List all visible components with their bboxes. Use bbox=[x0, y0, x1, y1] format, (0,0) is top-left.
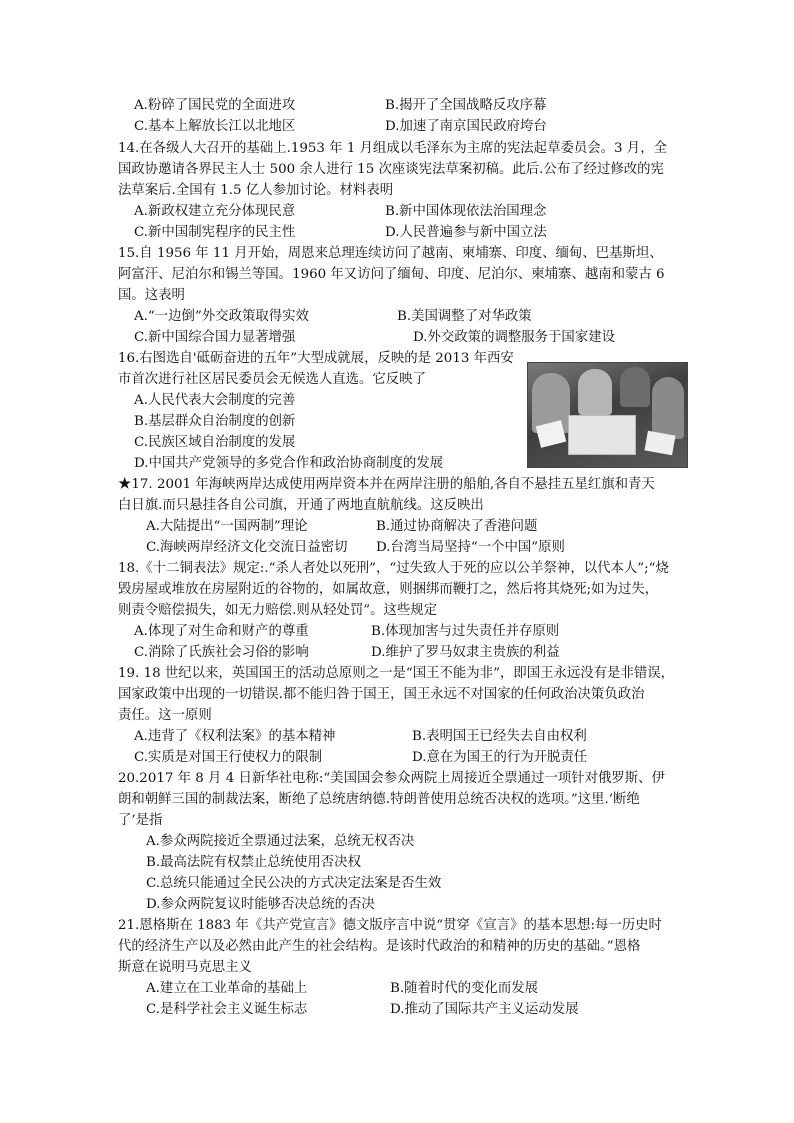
q14-option-c: C.新中国制宪程序的民主性 bbox=[134, 225, 296, 240]
q20-option-b: B.最高法院有权禁止总统使用否决权 bbox=[146, 855, 361, 870]
q14-option-a: A.新政权建立充分体现民意 bbox=[134, 204, 296, 219]
q18-stem-line3: 则责令赔偿损失，如无力赔偿.则从轻处罚”。这些规定 bbox=[118, 603, 438, 618]
q15-option-b: B.美国调整了对华政策 bbox=[397, 309, 532, 324]
q14-stem-line1: 14.在各级人大召开的基础上.1953 年 1 月组成以毛泽东为主席的宪法起草委员会。3 月，全 bbox=[118, 141, 667, 156]
q19-option-d: D.意在为国王的行为开脱责任 bbox=[412, 750, 588, 765]
q21-option-a: A.建立在工业革命的基础上 bbox=[146, 981, 308, 996]
q17-stem-line1: ★17. 2001 年海峡两岸达成使用两岸资本并在两岸注册的船舶,各自不悬挂五星红旗和青天 bbox=[118, 477, 655, 492]
q19-stem-line2: 国家政策中出现的一切错误.都不能归咎于国王，国王永远不对国家的任何政治决策负政治 bbox=[118, 687, 645, 702]
q15-stem-line1: 15.自 1956 年 11 月开始，周恩来总理连续访问了越南、柬埔寨、印度、缅甸、巴基斯坦、 bbox=[118, 246, 663, 261]
q20-option-a: A.参众两院接近全票通过法案，总统无权否决 bbox=[146, 834, 415, 849]
q15-stem-line3: 国。这表明 bbox=[118, 288, 185, 303]
q20-option-d: D.参众两院复议时能够否决总统的否决 bbox=[146, 897, 375, 912]
q17-option-a: A.大陆提出“一国两制”理论 bbox=[146, 519, 308, 534]
q15-option-a: A.“一边倒”外交政策取得实效 bbox=[134, 309, 309, 324]
q13-option-d: D.加速了南京国民政府垮台 bbox=[385, 119, 547, 134]
community-election-photo bbox=[527, 362, 688, 468]
q13-option-a: A.粉碎了国民党的全面进攻 bbox=[134, 98, 296, 113]
q14-option-d: D.人民普遍参与新中国立法 bbox=[385, 225, 547, 240]
q18-stem-line2: 毁房屋或堆放在房屋附近的谷物的，如属故意，则捆绑而鞭打之，然后将其烧死;如为过失， bbox=[118, 582, 659, 597]
q19-stem-line1: 19. 18 世纪以来，英国国王的活动总原则之一是“国王不能为非”，即国王永远没有是非错误， bbox=[118, 666, 674, 681]
q17-option-c: C.海峡两岸经济文化交流日益密切 bbox=[146, 540, 348, 555]
q19-option-c: C.实质是对国王行使权力的限制 bbox=[134, 750, 323, 765]
q21-stem-line2: 代的经济生产以及必然由此产生的社会结构。是该时代政治的和精神的历史的基础。”恩格 bbox=[118, 939, 641, 954]
q18-option-c: C.消除了氏族社会习俗的影响 bbox=[134, 645, 309, 660]
q14-stem-line3: 法草案后.全国有 1.5 亿人参加讨论。材料表明 bbox=[118, 183, 394, 198]
q16-stem-line1: 16.右图选自'砥砺奋进的五年”大型成就展，反映的是 2013 年西安 bbox=[118, 351, 514, 366]
q21-option-d: D.推动了国际共产主义运动发展 bbox=[390, 1002, 579, 1017]
q18-option-b: B.体现加害与过失责任并存原则 bbox=[371, 624, 560, 639]
q18-option-a: A.体现了对生命和财产的尊重 bbox=[134, 624, 309, 639]
q19-option-b: B.表明国王已经失去自由权利 bbox=[412, 729, 587, 744]
q20-option-c: C.总统只能通过全民公决的方式决定法案是否生效 bbox=[146, 876, 442, 891]
q14-option-b: B.新中国体现依法治国理念 bbox=[385, 204, 547, 219]
q17-option-b: B.通过协商解决了香港问题 bbox=[376, 519, 538, 534]
q18-stem-line1: 18.《十二铜表法》规定:.“杀人者处以死刑”，“过失致人于死的应以公羊祭神，以代本人”;“烧 bbox=[118, 561, 669, 576]
q15-option-d: D.外交政策的调整服务于国家建设 bbox=[413, 330, 615, 345]
q13-option-b: B.揭开了全国战略反攻序幕 bbox=[385, 98, 547, 113]
q21-stem-line3: 斯意在说明马克思主义 bbox=[118, 960, 252, 975]
q16-option-a: A.人民代表大会制度的完善 bbox=[134, 393, 296, 408]
q19-option-a: A.违背了《权利法案》的基本精神 bbox=[134, 729, 336, 744]
q15-option-c: C.新中国综合国力显著增强 bbox=[134, 330, 296, 345]
q17-stem-line2: 白日旗.而只悬挂各自公司旗，开通了两地直航航线。这反映出 bbox=[118, 498, 484, 513]
q18-option-d: D.维护了罗马奴隶主贵族的利益 bbox=[371, 645, 560, 660]
q19-stem-line3: 责任。这一原则 bbox=[118, 708, 212, 723]
q21-stem-line1: 21.恩格斯在 1883 年《共产党宣言》德文版序言中说“贯穿《宣言》的基本思想:每一历史时 bbox=[118, 918, 662, 933]
q17-option-d: D.台湾当局坚持“一个中国”原则 bbox=[376, 540, 565, 555]
q13-option-c: C.基本上解放长江以北地区 bbox=[134, 119, 296, 134]
q16-option-c: C.民族区域自治制度的发展 bbox=[134, 435, 296, 450]
q20-stem-line3: 了’是指 bbox=[118, 813, 163, 828]
q20-stem-line2: 朗和朝鲜三国的制裁法案，断绝了总统唐纳德.特朗普使用总统否决权的选项。”这里.‘断绝 bbox=[118, 792, 640, 807]
q16-option-d: D.中国共产党领导的多党合作和政治协商制度的发展 bbox=[134, 456, 444, 471]
q14-stem-line2: 国政协邀请各界民主人士 500 余人进行 15 次座谈宪法草案初稿。此后.公布了经过修改的宪 bbox=[118, 162, 664, 177]
q15-stem-line2: 阿富汗、尼泊尔和锡兰等国。1960 年又访问了缅甸、印度、尼泊尔、柬埔寨、越南和蒙古 6 bbox=[118, 267, 665, 282]
q16-stem-line2: 市首次进行社区居民委员会无候选人直选。它反映了 bbox=[118, 372, 426, 387]
q16-option-b: B.基层群众自治制度的创新 bbox=[134, 414, 296, 429]
q21-option-c: C.是科学社会主义诞生标志 bbox=[146, 1002, 308, 1017]
q20-stem-line1: 20.2017 年 8 月 4 日新华社电称:“美国国会参众两院上周接近全票通过一项针对俄罗斯、伊 bbox=[118, 771, 665, 786]
ballot-box bbox=[568, 415, 636, 455]
q21-option-b: B.随着时代的变化而发展 bbox=[390, 981, 539, 996]
